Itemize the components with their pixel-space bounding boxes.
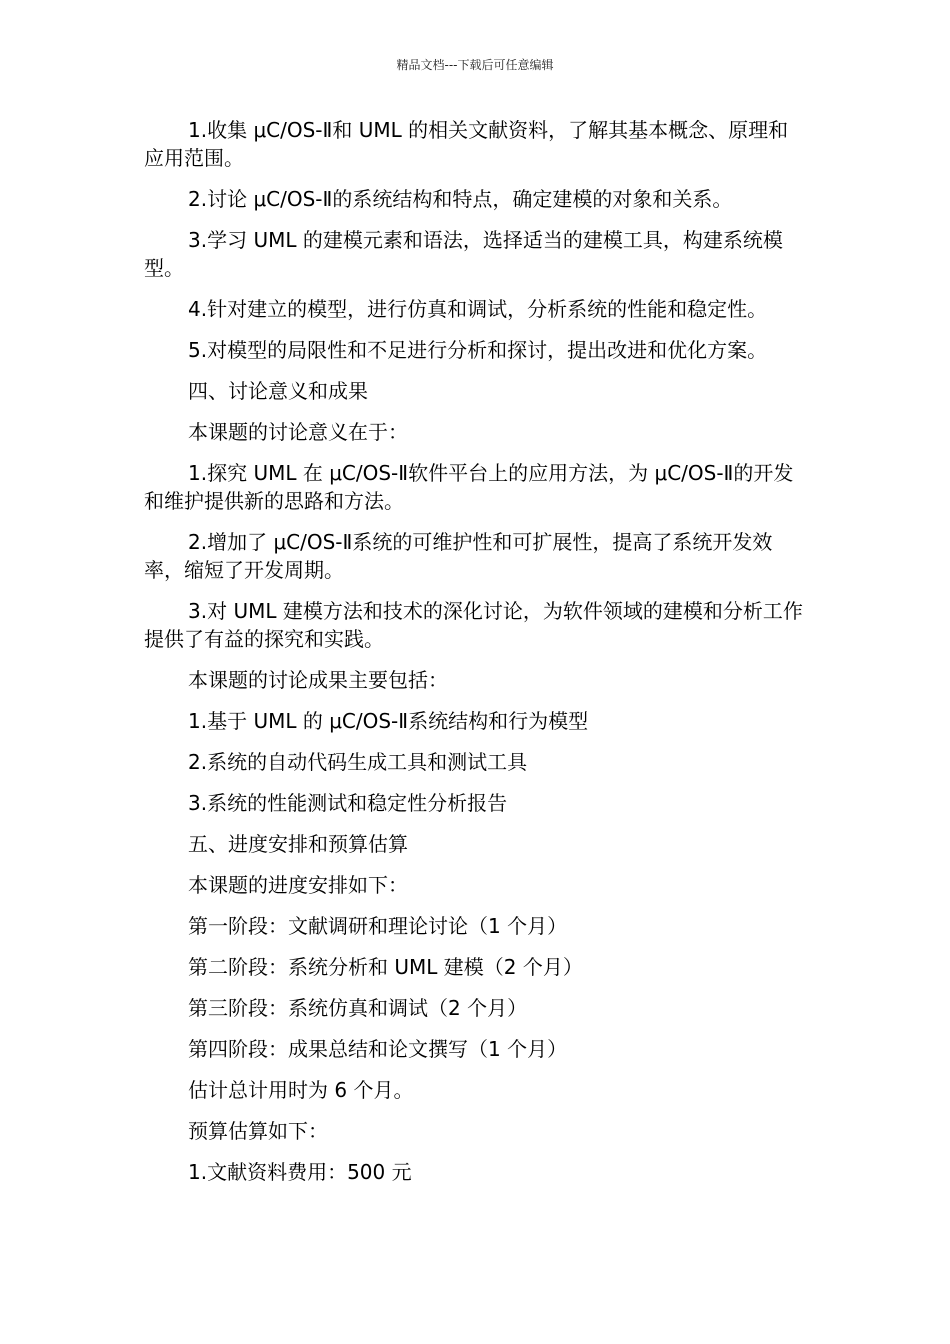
paragraph: 1.探究 UML 在 μC/OS-Ⅱ软件平台上的应用方法，为 μC/OS-Ⅱ的开发和维护提供新的思路和方法。 <box>144 461 794 513</box>
paragraph: 本课题的讨论成果主要包括： <box>188 668 448 692</box>
paragraph: 3.学习 UML 的建模元素和语法，选择适当的建模工具，构建系统模型。 <box>144 228 783 280</box>
paragraph: 3.对 UML 建模方法和技术的深化讨论，为软件领域的建模和分析工作提供了有益的探究和实践。 <box>144 599 803 651</box>
page-header: 精品文档---下载后可任意编辑 <box>396 58 554 72</box>
paragraph: 5.对模型的局限性和不足进行分析和探讨，提出改进和优化方案。 <box>188 338 768 362</box>
document-body <box>144 116 806 1199</box>
section-heading: 五、进度安排和预算估算 <box>188 832 408 856</box>
paragraph: 4.针对建立的模型，进行仿真和调试，分析系统的性能和稳定性。 <box>188 297 768 321</box>
budget-item: 1.文献资料费用：500 元 <box>188 1160 412 1184</box>
list-item: 3.系统的性能测试和稳定性分析报告 <box>188 791 508 815</box>
section-heading: 四、讨论意义和成果 <box>188 379 368 403</box>
paragraph: 2.增加了 μC/OS-Ⅱ系统的可维护性和可扩展性，提高了系统开发效率，缩短了开发周期。 <box>144 530 773 582</box>
paragraph: 估计总计用时为 6 个月。 <box>188 1078 414 1102</box>
paragraph: 2.讨论 μC/OS-Ⅱ的系统结构和特点，确定建模的对象和关系。 <box>188 187 733 211</box>
schedule-item: 第二阶段：系统分析和 UML 建模（2 个月） <box>188 955 583 979</box>
list-item: 2.系统的自动代码生成工具和测试工具 <box>188 750 528 774</box>
list-item: 1.基于 UML 的 μC/OS-Ⅱ系统结构和行为模型 <box>188 709 589 733</box>
schedule-item: 第一阶段：文献调研和理论讨论（1 个月） <box>188 914 568 938</box>
paragraph: 1.收集 μC/OS-Ⅱ和 UML 的相关文献资料，了解其基本概念、原理和应用范围。 <box>144 118 789 170</box>
schedule-item: 第四阶段：成果总结和论文撰写（1 个月） <box>188 1037 568 1061</box>
paragraph: 预算估算如下： <box>188 1119 328 1143</box>
paragraph: 本课题的进度安排如下： <box>188 873 408 897</box>
schedule-item: 第三阶段：系统仿真和调试（2 个月） <box>188 996 528 1020</box>
paragraph: 本课题的讨论意义在于： <box>188 420 408 444</box>
